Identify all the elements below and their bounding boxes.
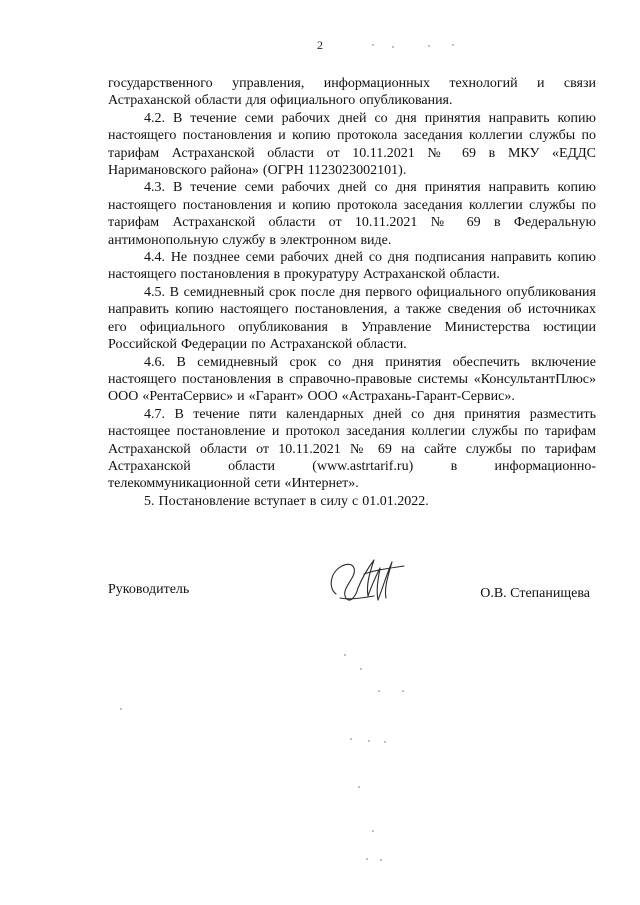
scan-speck xyxy=(402,690,404,692)
scan-speck xyxy=(372,830,374,832)
paragraph-4-6: 4.6. В семидневный срок со дня принятия обеспечить включение настоящего постановления в справочно-правовые системы «КонсультантПлюс» ООО «РентаСервис» и «Гарант» ООО «Астрахань-Гарант-Сервис». xyxy=(108,354,596,405)
scan-speck xyxy=(378,690,380,692)
signatory-title: Руководитель xyxy=(108,582,190,597)
paragraph-4-3: 4.3. В течение семи рабочих дней со дня принятия направить копию настоящего постановления и копию протокола заседания коллегии службы по тарифам Астраханской области от 10.11.2021 № 69 в Федеральную антимонопольную службу в электронном виде. xyxy=(108,180,596,248)
scan-speck xyxy=(372,44,374,46)
signatory-name: О.В. Степанищева xyxy=(480,586,590,601)
scan-speck xyxy=(380,859,382,861)
scan-speck xyxy=(350,738,352,740)
paragraph-continuation: государственного управления, информационных технологий и связи Астраханской области для официального опубликования. xyxy=(108,76,596,109)
scan-speck xyxy=(384,741,386,743)
scan-speck xyxy=(120,708,122,710)
scan-speck xyxy=(358,786,360,788)
paragraph-4-7: 4.7. В течение пяти календарных дней со дня принятия разместить настоящее постановление и протокол заседания коллегии службы по тарифам Астраханской области от 10.11.2021 № 69 на сайте службы по тарифам Астраханской области (www.astrtarif.ru) в информационно-телекоммуникационной сети «Интернет». xyxy=(108,406,596,492)
paragraph-4-4: 4.4. Не позднее семи рабочих дней со дня подписания направить копию настоящего постановления в прокуратуру Астраханской области. xyxy=(108,250,596,283)
paragraph-4-2: 4.2. В течение семи рабочих дней со дня принятия направить копию настоящего постановления и копию протокола заседания коллегии службы по тарифам Астраханской области от 10.11.2021 № 69 в МКУ «ЕДДС Наримановского района» (ОГРН 1123023002101). xyxy=(108,110,596,179)
document-body xyxy=(108,75,596,510)
scan-speck xyxy=(344,654,346,656)
scan-speck xyxy=(428,45,430,47)
scan-speck xyxy=(368,740,370,742)
scan-speck xyxy=(452,44,454,46)
scan-speck xyxy=(392,46,394,48)
paragraph-4-5: 4.5. В семидневный срок после дня первого официального опубликования направить копию настоящего постановления, а также сведения об источниках его официального опубликования в Управление Министерства юстиции Российской Федерации по Астраханской области. xyxy=(108,284,596,353)
scan-speck xyxy=(360,668,362,670)
paragraph-5: 5. Постановление вступает в силу с 01.01.2022. xyxy=(144,493,429,509)
page-number: 2 xyxy=(317,38,323,52)
scan-speck xyxy=(366,858,368,860)
handwritten-signature xyxy=(322,554,412,610)
